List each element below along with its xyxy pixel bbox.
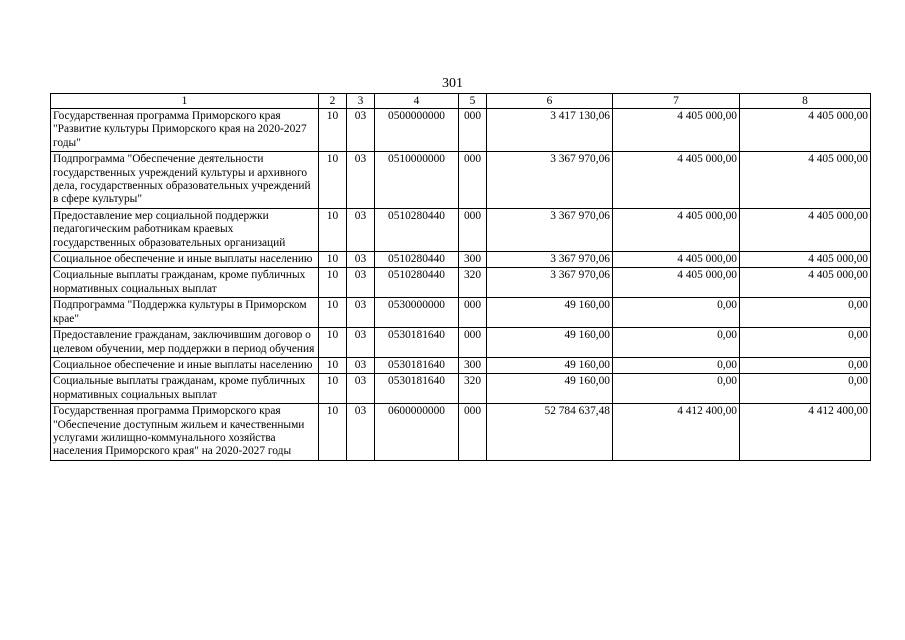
table-row	[51, 252, 871, 268]
row-code-4: 0500000000	[375, 109, 459, 152]
table-row	[51, 152, 871, 209]
row-name: Социальные выплаты гражданам, кроме публичных нормативных социальных выплат	[51, 374, 319, 404]
row-value-7: 4 405 000,00	[613, 208, 740, 251]
row-code-5: 320	[459, 374, 487, 404]
row-name: Предоставление гражданам, заключившим договор о целевом обучении, мер поддержки в период обучения	[51, 328, 319, 358]
row-code-5: 320	[459, 268, 487, 298]
row-value-8: 4 405 000,00	[740, 109, 871, 152]
row-code-2: 10	[319, 404, 347, 461]
column-header-2: 2	[319, 94, 347, 109]
row-name: Социальное обеспечение и иные выплаты населению	[51, 252, 319, 268]
row-value-6: 3 367 970,06	[487, 268, 613, 298]
row-code-2: 10	[319, 268, 347, 298]
table-row	[51, 328, 871, 358]
row-value-6: 3 417 130,06	[487, 109, 613, 152]
row-value-7: 4 405 000,00	[613, 109, 740, 152]
row-code-5: 300	[459, 252, 487, 268]
row-value-6: 3 367 970,06	[487, 208, 613, 251]
row-name: Подпрограмма "Поддержка культуры в Приморском крае"	[51, 298, 319, 328]
column-header-6: 6	[487, 94, 613, 109]
row-code-2: 10	[319, 328, 347, 358]
row-value-8: 0,00	[740, 328, 871, 358]
row-code-5: 000	[459, 208, 487, 251]
row-value-8: 0,00	[740, 298, 871, 328]
row-code-2: 10	[319, 298, 347, 328]
row-code-3: 03	[347, 298, 375, 328]
table-row	[51, 404, 871, 461]
row-value-7: 4 405 000,00	[613, 268, 740, 298]
page-number: 301	[442, 76, 463, 91]
row-code-4: 0530181640	[375, 357, 459, 373]
table-row	[51, 374, 871, 404]
table-row	[51, 208, 871, 251]
row-value-6: 3 367 970,06	[487, 152, 613, 209]
row-code-4: 0530181640	[375, 328, 459, 358]
row-name: Социальное обеспечение и иные выплаты населению	[51, 357, 319, 373]
row-code-4: 0530181640	[375, 374, 459, 404]
row-code-2: 10	[319, 208, 347, 251]
table-header-row	[51, 94, 871, 109]
row-value-6: 49 160,00	[487, 328, 613, 358]
row-code-3: 03	[347, 374, 375, 404]
row-code-4: 0510000000	[375, 152, 459, 209]
row-code-3: 03	[347, 357, 375, 373]
row-code-3: 03	[347, 152, 375, 209]
row-code-5: 300	[459, 357, 487, 373]
row-value-8: 4 405 000,00	[740, 268, 871, 298]
table-row	[51, 268, 871, 298]
row-value-8: 4 405 000,00	[740, 208, 871, 251]
row-code-4: 0510280440	[375, 268, 459, 298]
row-code-5: 000	[459, 404, 487, 461]
row-value-8: 0,00	[740, 357, 871, 373]
budget-table	[50, 93, 871, 461]
row-code-5: 000	[459, 298, 487, 328]
row-value-7: 0,00	[613, 374, 740, 404]
row-code-5: 000	[459, 109, 487, 152]
row-value-7: 4 412 400,00	[613, 404, 740, 461]
column-header-7: 7	[613, 94, 740, 109]
row-value-7: 4 405 000,00	[613, 252, 740, 268]
row-code-3: 03	[347, 404, 375, 461]
row-value-8: 4 405 000,00	[740, 152, 871, 209]
row-code-2: 10	[319, 109, 347, 152]
row-code-5: 000	[459, 328, 487, 358]
row-code-2: 10	[319, 252, 347, 268]
column-header-3: 3	[347, 94, 375, 109]
row-value-6: 49 160,00	[487, 357, 613, 373]
row-code-3: 03	[347, 252, 375, 268]
row-name: Предоставление мер социальной поддержки педагогическим работникам краевых государственных образовательных организаций	[51, 208, 319, 251]
table-row	[51, 298, 871, 328]
row-name: Государственная программа Приморского края "Развитие культуры Приморского края на 2020-2027 годы"	[51, 109, 319, 152]
row-value-7: 0,00	[613, 298, 740, 328]
row-code-3: 03	[347, 268, 375, 298]
column-header-4: 4	[375, 94, 459, 109]
row-code-2: 10	[319, 152, 347, 209]
row-code-4: 0600000000	[375, 404, 459, 461]
row-code-3: 03	[347, 208, 375, 251]
row-code-2: 10	[319, 357, 347, 373]
row-value-8: 0,00	[740, 374, 871, 404]
column-header-5: 5	[459, 94, 487, 109]
row-code-2: 10	[319, 374, 347, 404]
table-row	[51, 109, 871, 152]
column-header-1: 1	[51, 94, 319, 109]
row-value-8: 4 405 000,00	[740, 252, 871, 268]
row-code-4: 0510280440	[375, 208, 459, 251]
column-header-8: 8	[740, 94, 871, 109]
row-value-7: 0,00	[613, 357, 740, 373]
row-name: Подпрограмма "Обеспечение деятельности государственных учреждений культуры и архивного дела, государственных образовательных учреждений в сфере культуры"	[51, 152, 319, 209]
row-code-4: 0530000000	[375, 298, 459, 328]
table-row	[51, 357, 871, 373]
row-name: Государственная программа Приморского края "Обеспечение доступным жильем и качественными услугами жилищно-коммунального хозяйства населения Приморского края" на 2020-2027 годы	[51, 404, 319, 461]
row-code-4: 0510280440	[375, 252, 459, 268]
row-code-3: 03	[347, 109, 375, 152]
row-value-7: 4 405 000,00	[613, 152, 740, 209]
row-value-6: 49 160,00	[487, 298, 613, 328]
row-value-6: 52 784 637,48	[487, 404, 613, 461]
row-value-8: 4 412 400,00	[740, 404, 871, 461]
row-code-5: 000	[459, 152, 487, 209]
row-value-6: 3 367 970,06	[487, 252, 613, 268]
row-value-7: 0,00	[613, 328, 740, 358]
row-name: Социальные выплаты гражданам, кроме публичных нормативных социальных выплат	[51, 268, 319, 298]
row-value-6: 49 160,00	[487, 374, 613, 404]
row-code-3: 03	[347, 328, 375, 358]
